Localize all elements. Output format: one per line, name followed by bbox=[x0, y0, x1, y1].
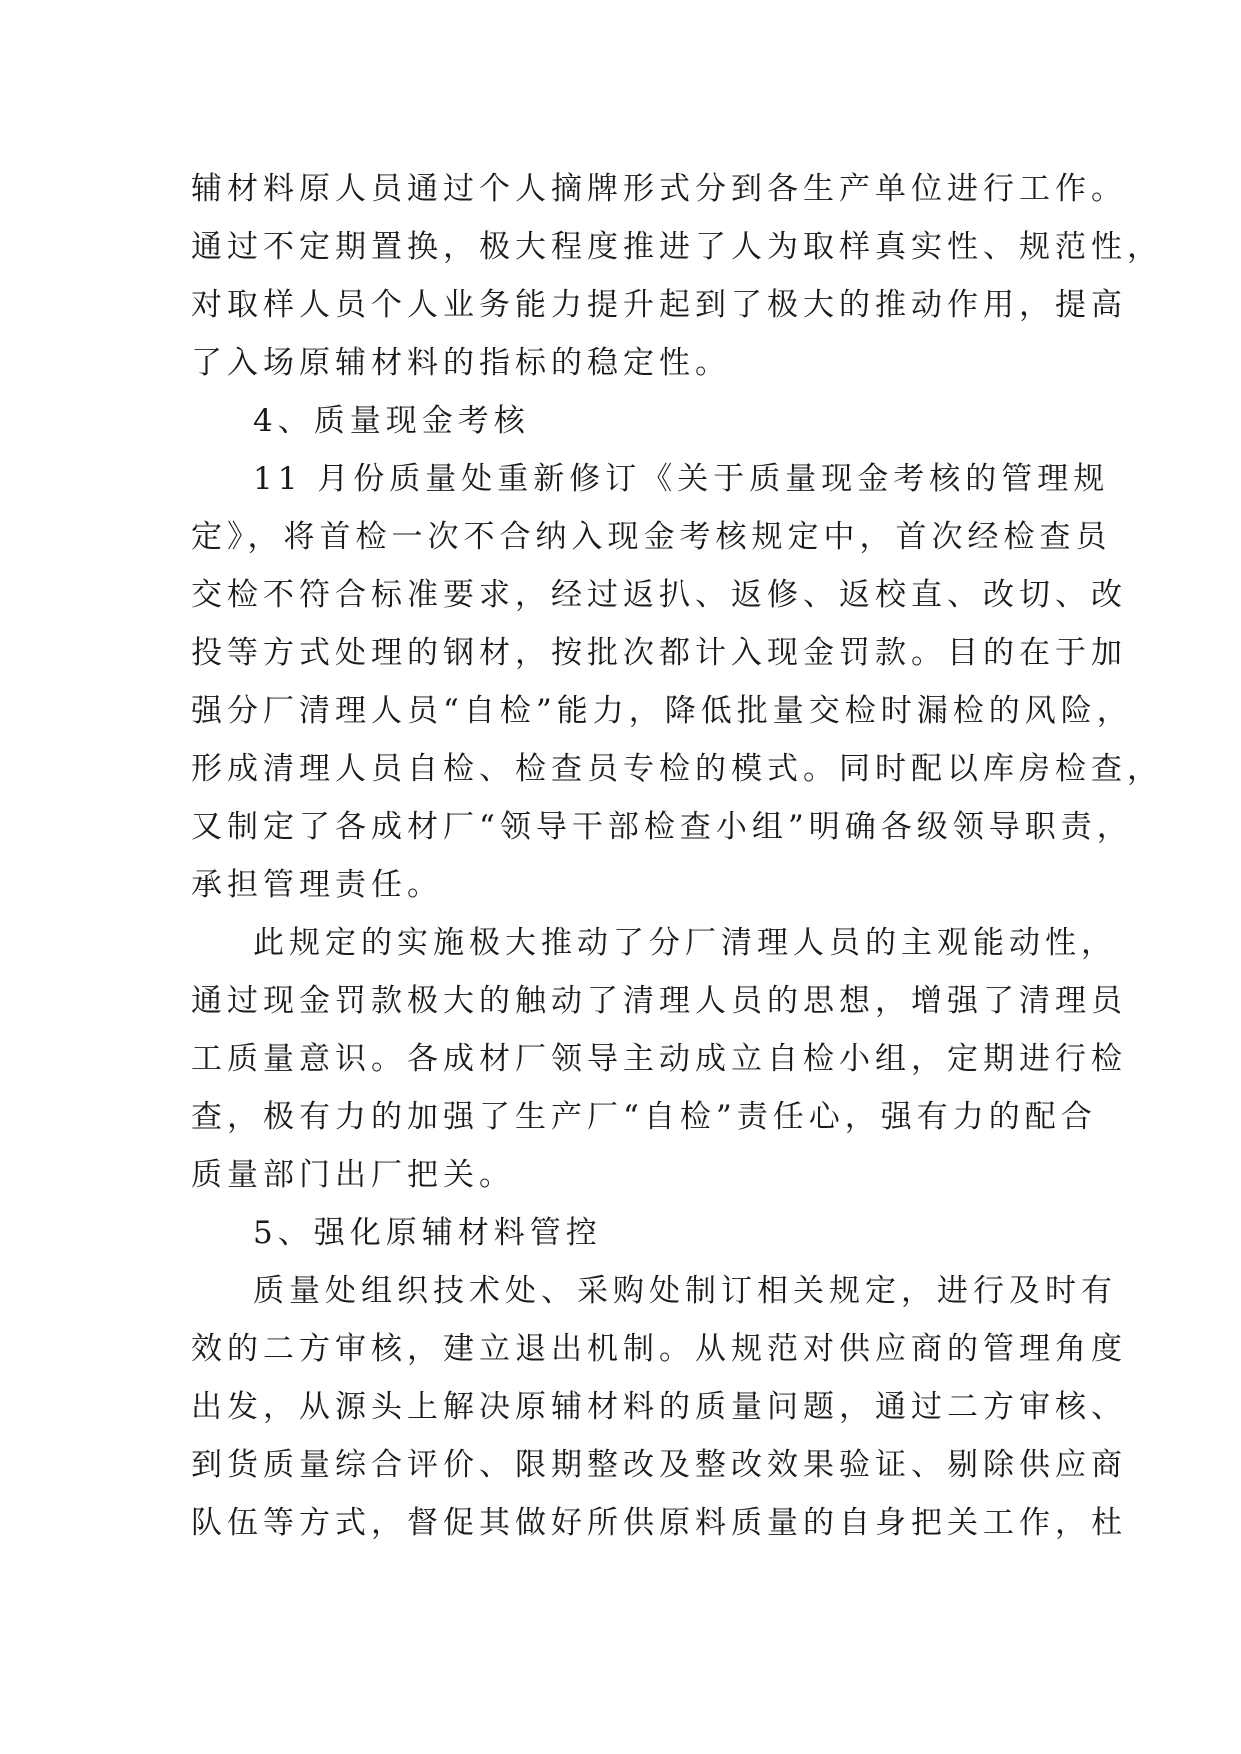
paragraph-line: 通过不定期置换，极大程度推进了人为取样真实性、规范性， bbox=[191, 229, 1163, 265]
paragraph-line: 工质量意识。各成材厂领导主动成立自检小组，定期进行检 bbox=[191, 1041, 1127, 1077]
paragraph-line: 11 月份质量处重新修订《关于质量现金考核的管理规 bbox=[253, 461, 1110, 497]
paragraph-line: 形成清理人员自检、检查员专检的模式。同时配以库房检查， bbox=[191, 751, 1163, 787]
paragraph-line: 质量处组织技术处、采购处制订相关规定，进行及时有 bbox=[253, 1273, 1117, 1309]
paragraph-line: 效的二方审核，建立退出机制。从规范对供应商的管理角度 bbox=[191, 1331, 1127, 1367]
paragraph-line: 交检不符合标准要求，经过返扒、返修、返校直、改切、改 bbox=[191, 577, 1127, 613]
paragraph-line: 队伍等方式，督促其做好所供原料质量的自身把关工作，杜 bbox=[191, 1505, 1127, 1541]
paragraph-line: 查，极有力的加强了生产厂“自检”责任心，强有力的配合 bbox=[191, 1099, 1097, 1135]
paragraph-line: 对取样人员个人业务能力提升起到了极大的推动作用，提高 bbox=[191, 287, 1127, 323]
paragraph-line: 承担管理责任。 bbox=[191, 867, 443, 903]
paragraph-line: 质量部门出厂把关。 bbox=[191, 1157, 515, 1193]
paragraph-line: 辅材料原人员通过个人摘牌形式分到各生产单位进行工作。 bbox=[191, 171, 1127, 207]
paragraph-line: 通过现金罚款极大的触动了清理人员的思想，增强了清理员 bbox=[191, 983, 1127, 1019]
paragraph-line: 到货质量综合评价、限期整改及整改效果验证、剔除供应商 bbox=[191, 1447, 1127, 1483]
paragraph-line: 投等方式处理的钢材，按批次都计入现金罚款。目的在于加 bbox=[191, 635, 1127, 671]
paragraph-line: 出发，从源头上解决原辅材料的质量问题，通过二方审核、 bbox=[191, 1389, 1127, 1425]
section-heading: 5、强化原辅材料管控 bbox=[253, 1215, 602, 1251]
paragraph-line: 了入场原辅材料的指标的稳定性。 bbox=[191, 345, 731, 381]
document-body bbox=[191, 160, 1163, 1552]
section-heading: 4、质量现金考核 bbox=[253, 403, 530, 439]
paragraph-line: 又制定了各成材厂“领导干部检查小组”明确各级领导职责， bbox=[191, 809, 1133, 845]
paragraph-line: 强分厂清理人员“自检”能力，降低批量交检时漏检的风险， bbox=[191, 693, 1133, 729]
paragraph-line: 定》，将首检一次不合纳入现金考核规定中，首次经检查员 bbox=[191, 519, 1112, 555]
paragraph-line: 此规定的实施极大推动了分厂清理人员的主观能动性， bbox=[253, 925, 1117, 961]
